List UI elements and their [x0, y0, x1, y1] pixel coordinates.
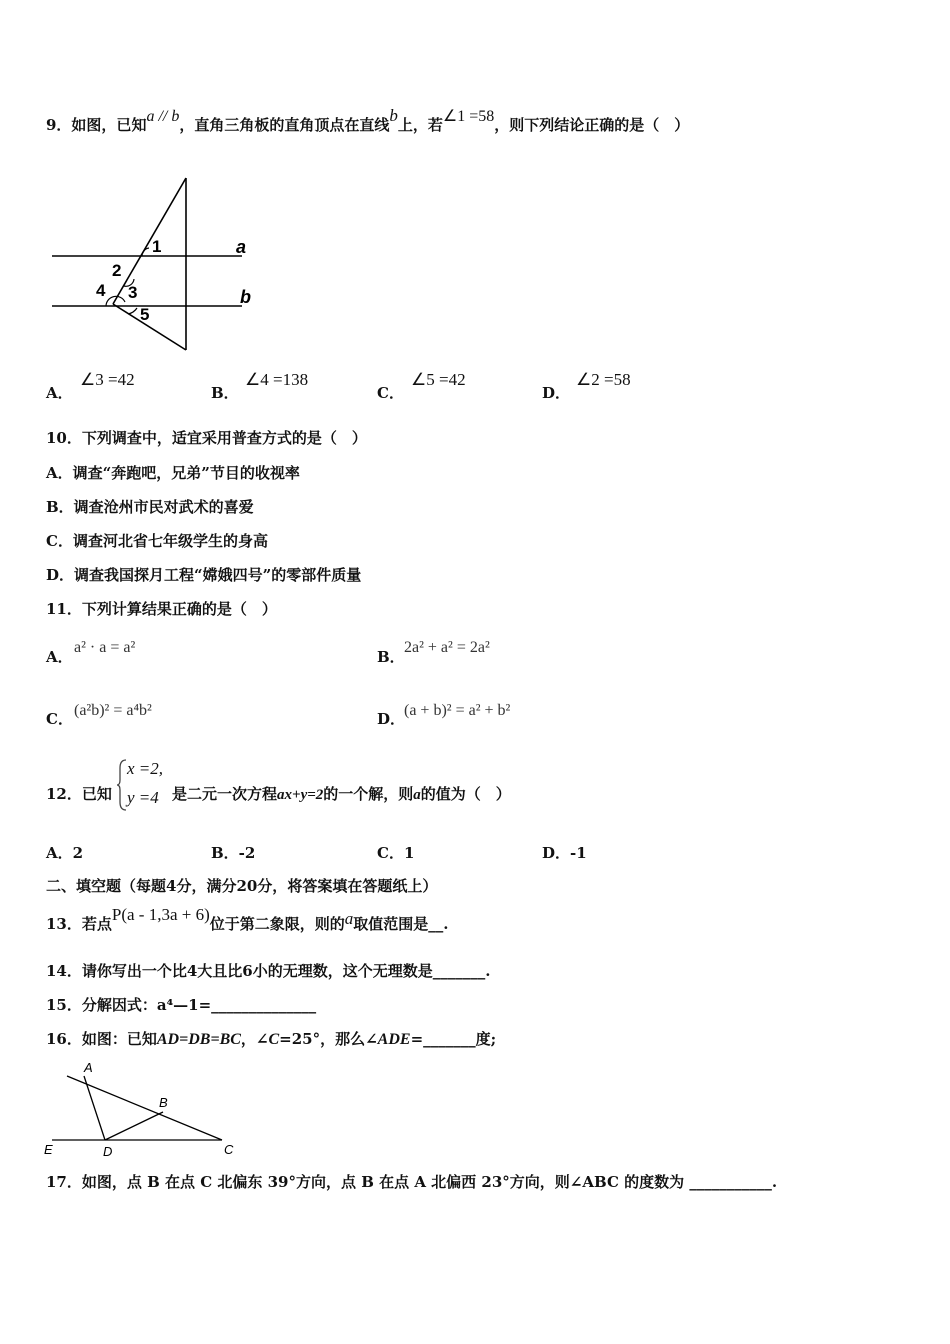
q11-option-a-letter: A．: [46, 648, 73, 666]
q16-mid: ，∠: [240, 1030, 269, 1048]
q9-option-c-letter: C．: [377, 384, 404, 402]
q9-fig-label-a: a: [236, 237, 247, 257]
q16-tail: =_______度;: [410, 1030, 497, 1048]
q9-option-b-value: ∠4 =138: [245, 370, 309, 389]
q9-fig-label-4: 4: [96, 281, 106, 300]
q10-option-a: A．调查“奔跑吧，兄弟”节目的收视率: [46, 464, 300, 482]
q12-option-c: C．1: [377, 844, 415, 862]
q9-fig-label-b: b: [240, 287, 251, 307]
q16-fig-label-a: A: [84, 1060, 93, 1075]
q9-fig-label-1: 1: [152, 237, 162, 256]
q12-text-a: 是二元一次方程: [172, 785, 278, 803]
q9-stem: [46, 106, 690, 136]
q13-variable: a: [344, 909, 354, 928]
q16-fig-label-e: E: [44, 1142, 53, 1157]
q16-figure: [40, 1056, 250, 1160]
q11-option-c-letter: C．: [46, 710, 73, 728]
q11-stem: 11．下列计算结果正确的是（ ）: [46, 600, 277, 618]
q10-option-c: C．调查河北省七年级学生的身高: [46, 532, 268, 550]
q9-option-c-value: ∠5 =42: [411, 370, 466, 389]
q12-option-b: B．-2: [211, 844, 256, 862]
q9-fig-label-3: 3: [128, 283, 138, 302]
q16-fig-label-d: D: [103, 1144, 113, 1159]
q11-option-a-value: a² · a = a²: [74, 639, 136, 656]
q16-angle-ade: ADE: [377, 1031, 411, 1048]
q9-line-b: b: [389, 106, 398, 125]
q12-option-a: A．2: [46, 844, 84, 862]
q9-option-b-letter: B．: [211, 384, 239, 402]
q9-text: ，直角三角板的直角顶点在直线: [179, 116, 390, 134]
q17-stem: 17．如图，点 B 在点 C 北偏东 39°方向，点 B 在点 A 北偏西 23°方向，则∠ABC 的度数为 ___________.: [46, 1173, 778, 1191]
q15-stem: 15．分解因式：a⁴—1=______________: [46, 996, 317, 1014]
q13-point: P(a - 1,3a + 6): [111, 905, 210, 924]
q16-fig-label-b: B: [159, 1095, 168, 1110]
q9-text2: 上，若: [397, 116, 443, 134]
q11-option-c-value: (a²b)² = a⁴b²: [74, 702, 152, 719]
q9-fig-label-5: 5: [140, 305, 150, 324]
q16-mid2: =25°，那么∠: [279, 1030, 378, 1048]
q13-pre: 13．若点: [46, 915, 112, 933]
q13-mid: 位于第二象限，则的: [209, 915, 345, 933]
q16-fig-label-c: C: [224, 1142, 234, 1157]
q11-option-d-letter: D．: [377, 710, 406, 728]
q13-tail: 取值范围是__.: [353, 915, 449, 933]
q10-stem: 10．下列调查中，适宜采用普查方式的是（ ）: [46, 429, 367, 447]
q14-stem: 14．请你写出一个比4大且比6小的无理数，这个无理数是_______.: [46, 962, 491, 980]
q12-variable: a: [413, 787, 421, 803]
q9-option-d-value: ∠2 =58: [576, 370, 631, 389]
q12-text-b: 的一个解，则: [323, 785, 414, 803]
q9-option-d-letter: D．: [542, 384, 571, 402]
q9-angle-condition: ∠1 =58: [442, 108, 495, 125]
q16-pre: 16．如图：已知: [46, 1030, 157, 1048]
q12-pre: 12．已知: [46, 785, 112, 803]
q12-equation-2: y =4: [127, 788, 159, 807]
q13-stem: [46, 905, 449, 934]
q9-figure: [46, 172, 266, 354]
q9-option-a-value: ∠3 =42: [80, 370, 135, 389]
q12-equation-1: x =2,: [127, 759, 164, 778]
q12-linear-equation: ax+y=2: [277, 787, 324, 803]
q9-number: 9．如图，已知: [46, 116, 147, 134]
q11-option-b-value: 2a² + a² = 2a²: [404, 639, 490, 656]
q9-parallel-condition: a // b: [146, 108, 180, 125]
q11-option-d-value: (a + b)² = a² + b²: [404, 702, 511, 719]
q11-option-b-letter: B．: [377, 648, 405, 666]
q9-fig-label-2: 2: [112, 261, 122, 280]
q10-option-d: D．调查我国探月工程“嫦娥四号”的零部件质量: [46, 566, 362, 584]
q9-tail: ，则下列结论正确的是（ ）: [494, 116, 690, 134]
q10-option-b: B．调查沧州市民对武术的喜爱: [46, 498, 254, 516]
q16-angle-c: C: [268, 1031, 280, 1048]
q9-option-a-letter: A．: [46, 384, 73, 402]
q12-text-c: 的值为（ ）: [420, 785, 511, 803]
q16-condition: AD=DB=BC: [156, 1031, 241, 1048]
q12-post: [172, 784, 511, 805]
q16-stem: [46, 1029, 496, 1050]
section-2-heading: 二、填空题（每题4分，满分20分，将答案填在答题纸上）: [46, 877, 438, 895]
q12-option-d: D．-1: [542, 844, 587, 862]
